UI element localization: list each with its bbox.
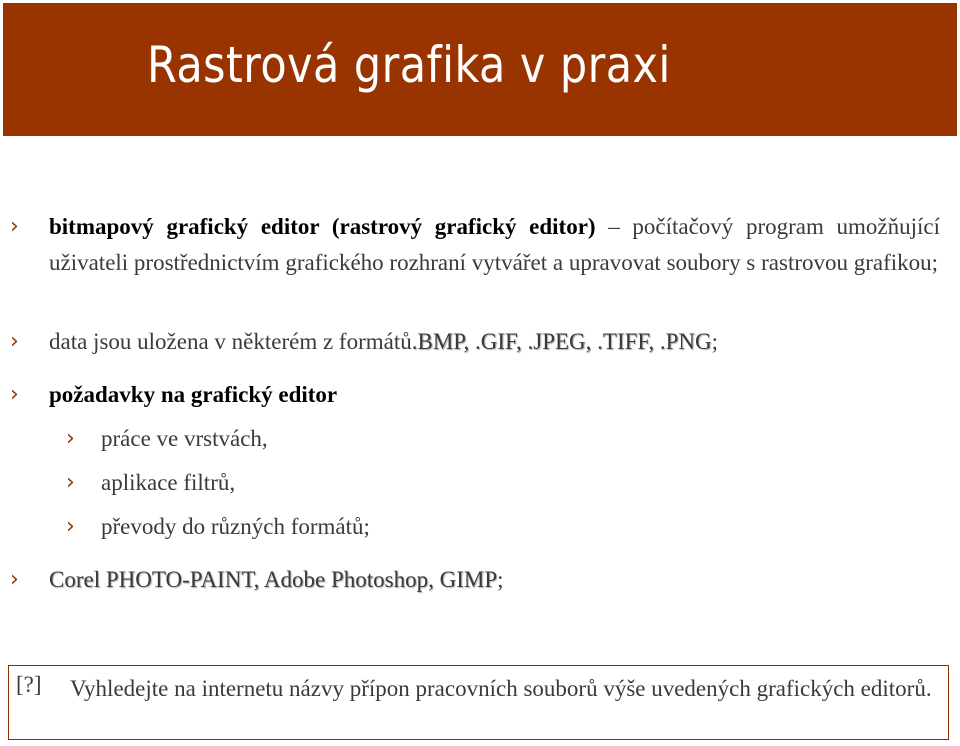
bullet-formats-end: ; bbox=[711, 329, 719, 354]
bullet-formats bbox=[49, 325, 718, 359]
question-label: [?] bbox=[16, 672, 42, 697]
bullet-editors bbox=[49, 563, 504, 597]
bullet-term: bitmapový grafický editor (rastrový grafický editor) bbox=[49, 214, 596, 239]
sub-bullet-marker-icon: › bbox=[66, 470, 75, 495]
bullet-dash: – bbox=[608, 214, 620, 239]
bullet-formats-text: data jsou uložena v některém z formátů bbox=[49, 329, 412, 354]
sub-bullet-item: převody do různých formátů; bbox=[101, 514, 370, 539]
sub-bullet-marker-icon: › bbox=[66, 514, 75, 539]
slide-title: Rastrová grafika v praxi bbox=[147, 36, 671, 94]
bullet-marker-icon: › bbox=[10, 329, 19, 354]
bullet-marker-icon: › bbox=[10, 214, 19, 239]
bullet-editors-end: ; bbox=[497, 567, 504, 592]
task-note-text: Vyhledejte na internetu názvy přípon pracovních souborů výše uvedených grafických editorů. bbox=[70, 676, 932, 701]
bullet-marker-icon: › bbox=[10, 382, 19, 407]
sub-bullet-item: práce ve vrstvách, bbox=[101, 426, 268, 451]
sub-bullet-marker-icon: › bbox=[66, 426, 75, 451]
bullet-definition-text: počítačový program umožňující uživateli prostřednictvím grafického rozhraní vytvářet a upravovat soubory s rastrovou grafikou; bbox=[49, 214, 941, 275]
bullet-requirements: požadavky na grafický editor bbox=[49, 382, 338, 407]
editor-list: Corel PHOTO-PAINT, Adobe Photoshop, GIMP bbox=[49, 567, 498, 592]
bullet-definition bbox=[49, 209, 940, 281]
format-list: .BMP, .GIF, .JPEG, .TIFF, .PNG bbox=[411, 329, 712, 354]
sub-bullet-item: aplikace filtrů, bbox=[101, 470, 236, 495]
bullet-marker-icon: › bbox=[10, 567, 19, 592]
